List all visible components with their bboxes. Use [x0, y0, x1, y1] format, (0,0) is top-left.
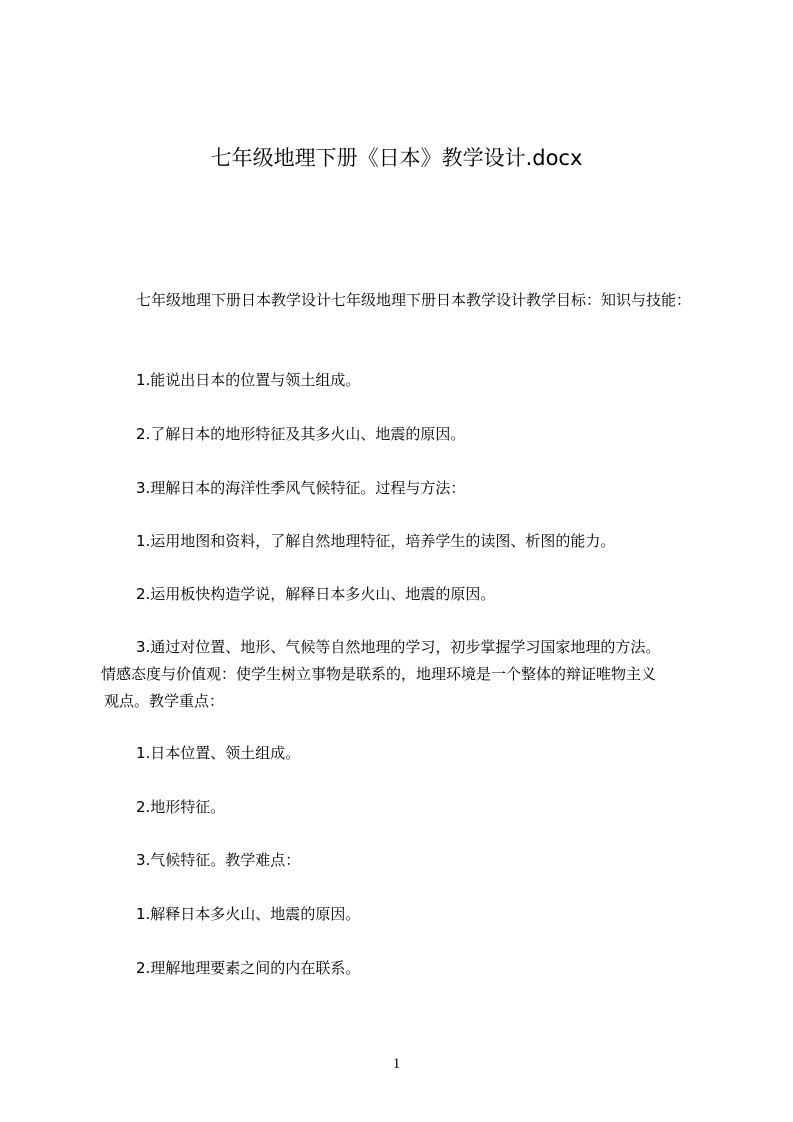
- paragraph-process-2: 2.运用板快构造学说，解释日本多火山、地震的原因。: [136, 585, 496, 603]
- page-number: 1: [392, 1056, 401, 1072]
- paragraph-knowledge-3: 3.理解日本的海洋性季风气候特征。过程与方法：: [136, 479, 466, 497]
- paragraph-process-3: 3.通过对位置、地形、气候等自然地理的学习，初步掌握学习国家地理的方法。: [136, 638, 661, 656]
- paragraph-key-3: 3.气候特征。教学难点：: [136, 851, 301, 869]
- paragraph-knowledge-2: 2.了解日本的地形特征及其多火山、地震的原因。: [136, 425, 466, 443]
- paragraph-attitude: 情感态度与价值观：使学生树立事物是联系的，地理环境是一个整体的辩证唯物主义: [101, 665, 657, 683]
- document-title: 七年级地理下册《日本》教学设计.docx: [210, 146, 583, 170]
- paragraph-process-1: 1.运用地图和资料，了解自然地理特征，培养学生的读图、析图的能力。: [136, 532, 616, 550]
- paragraph-knowledge-1: 1.能说出日本的位置与领土组成。: [136, 371, 361, 389]
- paragraph-objectives: 七年级地理下册日本教学设计七年级地理下册日本教学设计教学目标：知识与技能：: [136, 291, 692, 309]
- paragraph-difficulty-1: 1.解释日本多火山、地震的原因。: [136, 905, 361, 923]
- paragraph-difficulty-2: 2.理解地理要素之间的内在联系。: [136, 959, 361, 977]
- paragraph-key-2: 2.地形特征。: [136, 798, 226, 816]
- paragraph-key-points-heading: 观点。教学重点：: [104, 692, 225, 710]
- paragraph-key-1: 1.日本位置、领土组成。: [136, 744, 301, 762]
